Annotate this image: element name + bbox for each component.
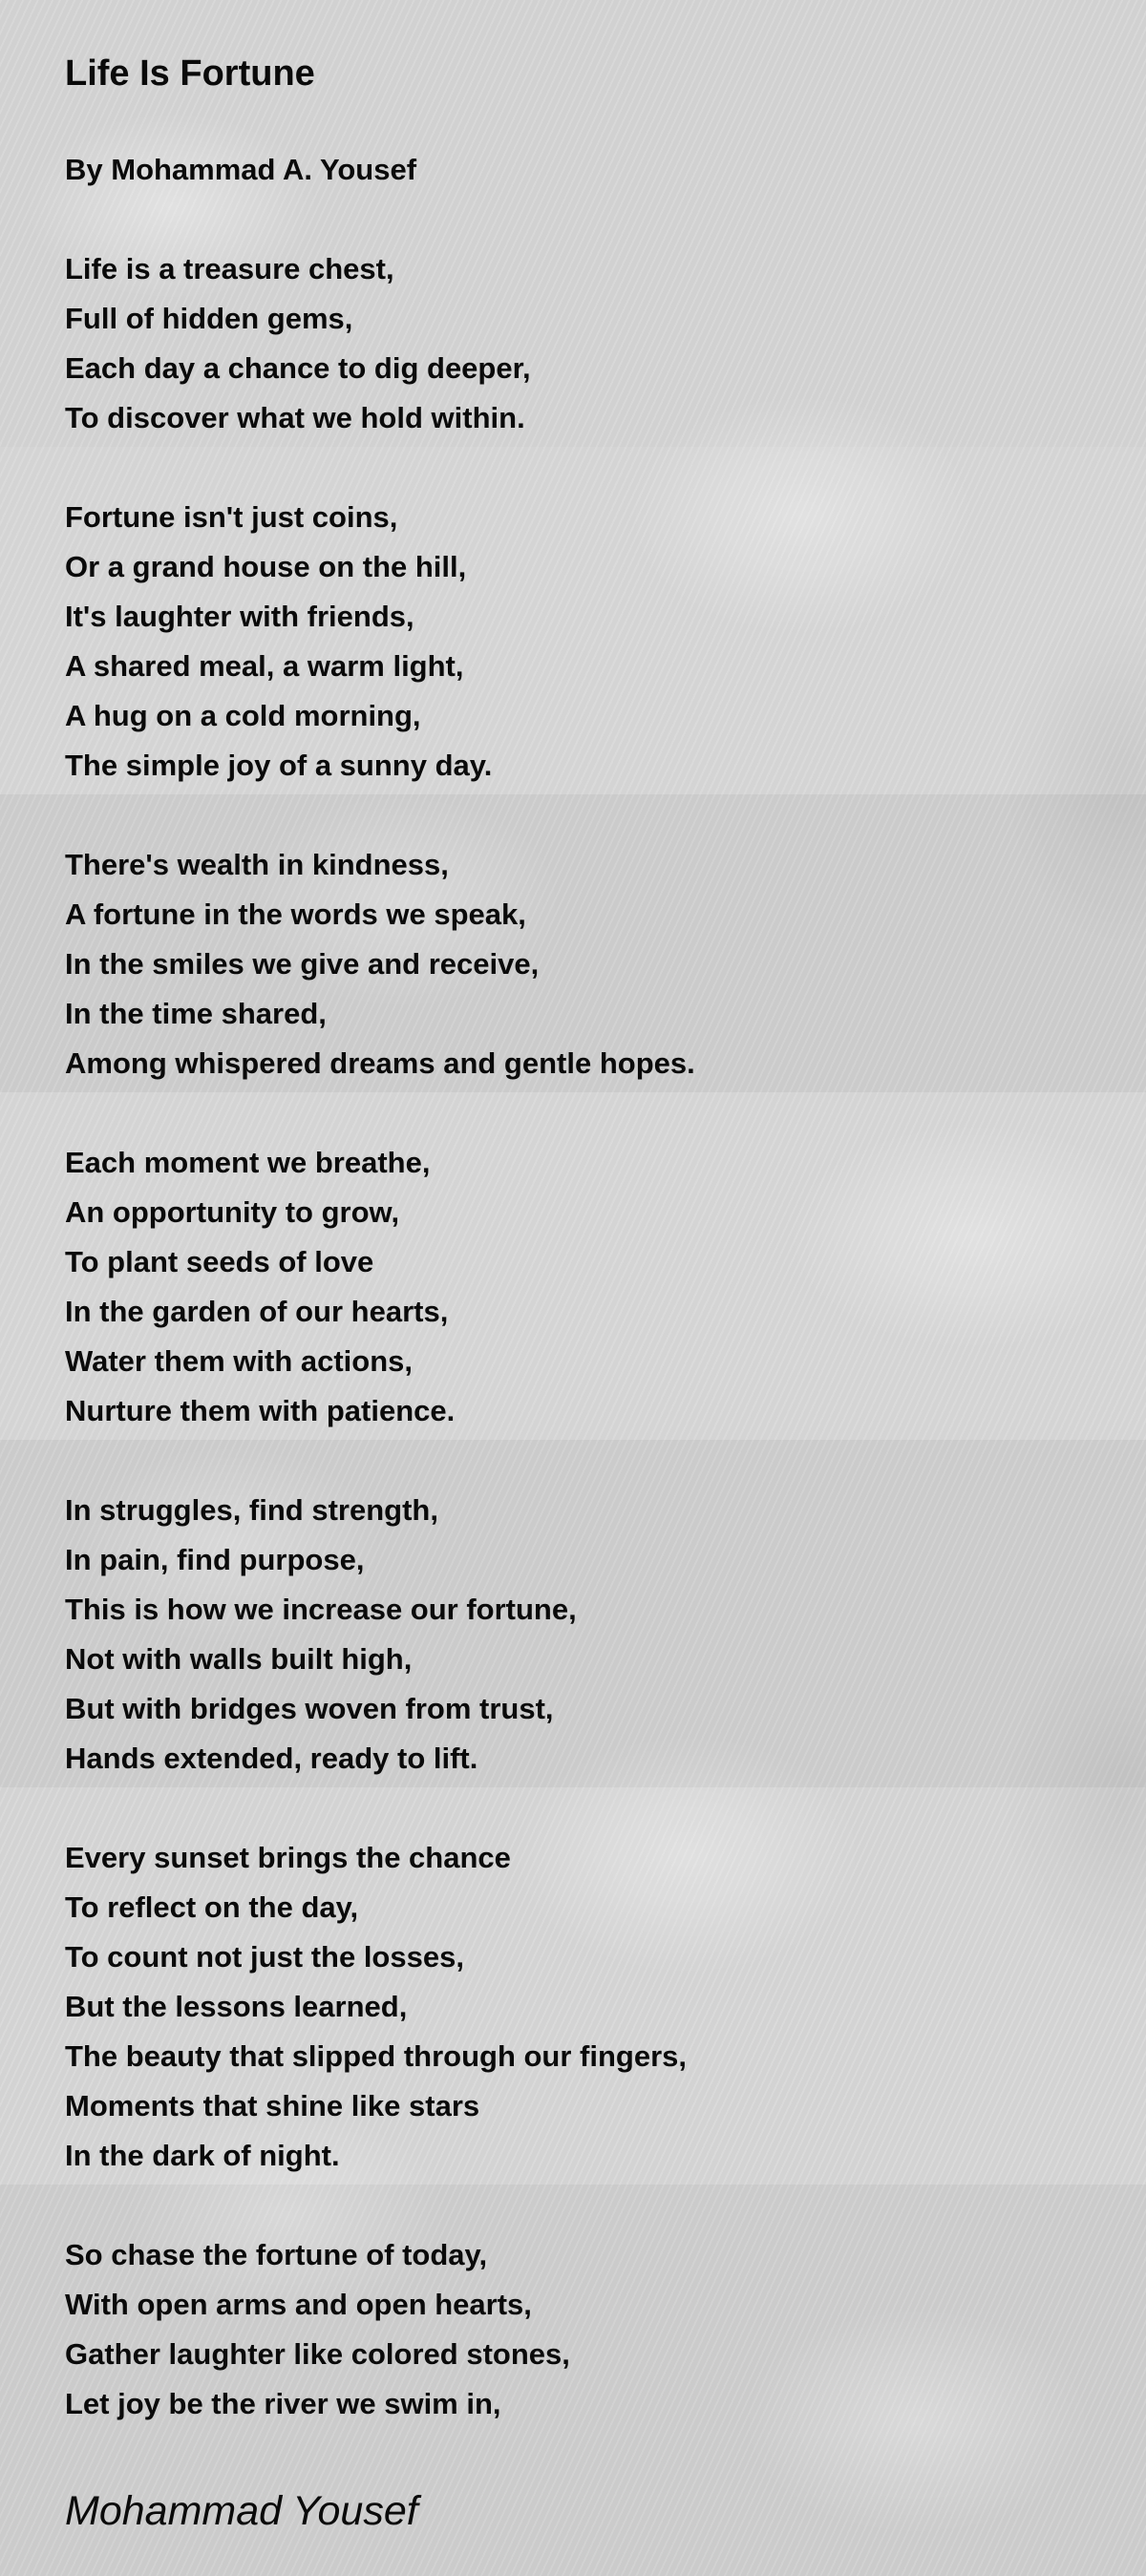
poem-stanza: [65, 1833, 1115, 2181]
poem-line: So chase the fortune of today,: [65, 2238, 488, 2271]
poem-stanza: [65, 244, 1115, 443]
poem-title: Life Is Fortune: [65, 53, 315, 94]
poem-line: Full of hidden gems,: [65, 302, 353, 335]
poem-line: In the dark of night.: [65, 2139, 340, 2172]
poem-line: A hug on a cold morning,: [65, 699, 421, 732]
poem-line: Let joy be the river we swim in,: [65, 2387, 501, 2420]
poem-line: Gather laughter like colored stones,: [65, 2337, 570, 2371]
poem-line: There's wealth in kindness,: [65, 848, 449, 881]
poem-line: A shared meal, a warm light,: [65, 649, 464, 683]
poem-line: Fortune isn't just coins,: [65, 500, 398, 534]
poem-line: Every sunset brings the chance: [65, 1841, 511, 1874]
poem-line: This is how we increase our fortune,: [65, 1593, 577, 1626]
poem-line: Each day a chance to dig deeper,: [65, 351, 531, 385]
poem-line: In struggles, find strength,: [65, 1493, 438, 1527]
poem-line: With open arms and open hearts,: [65, 2288, 532, 2321]
poem-stanza: [65, 1486, 1115, 1784]
poem-container: [65, 48, 1115, 2540]
poem-line: Among whispered dreams and gentle hopes.: [65, 1046, 695, 1080]
poem-line: In the time shared,: [65, 997, 327, 1030]
poem-body: [65, 244, 1115, 2429]
poem-stanza: [65, 493, 1115, 791]
author-signature: Mohammad Yousef: [65, 2488, 418, 2534]
poem-line: But with bridges woven from trust,: [65, 1692, 554, 1725]
poem-line: In the smiles we give and receive,: [65, 947, 540, 981]
poem-line: The beauty that slipped through our fingers,: [65, 2039, 688, 2073]
poem-line: The simple joy of a sunny day.: [65, 749, 493, 782]
poem-byline: By Mohammad A. Yousef: [65, 153, 417, 186]
poem-line: To discover what we hold within.: [65, 401, 525, 434]
poem-line: Life is a treasure chest,: [65, 252, 394, 285]
poem-line: A fortune in the words we speak,: [65, 897, 526, 931]
poem-line: An opportunity to grow,: [65, 1195, 400, 1229]
poem-line: But the lessons learned,: [65, 1990, 408, 2023]
poem-line: It's laughter with friends,: [65, 600, 414, 633]
poem-stanza: [65, 1138, 1115, 1436]
poem-line: In the garden of our hearts,: [65, 1295, 449, 1328]
poem-line: To plant seeds of love: [65, 1245, 374, 1278]
poem-stanza: [65, 2230, 1115, 2429]
poem-line: Or a grand house on the hill,: [65, 550, 467, 583]
poem-line: Nurture them with patience.: [65, 1394, 456, 1427]
poem-line: To count not just the losses,: [65, 1940, 464, 1974]
poem-line: Each moment we breathe,: [65, 1146, 431, 1179]
poem-line: Moments that shine like stars: [65, 2089, 480, 2122]
poem-line: Hands extended, ready to lift.: [65, 1742, 478, 1775]
poem-line: Not with walls built high,: [65, 1642, 413, 1676]
poem-line: To reflect on the day,: [65, 1890, 359, 1924]
poem-line: Water them with actions,: [65, 1344, 414, 1378]
poem-stanza: [65, 840, 1115, 1088]
poem-line: In pain, find purpose,: [65, 1543, 365, 1576]
